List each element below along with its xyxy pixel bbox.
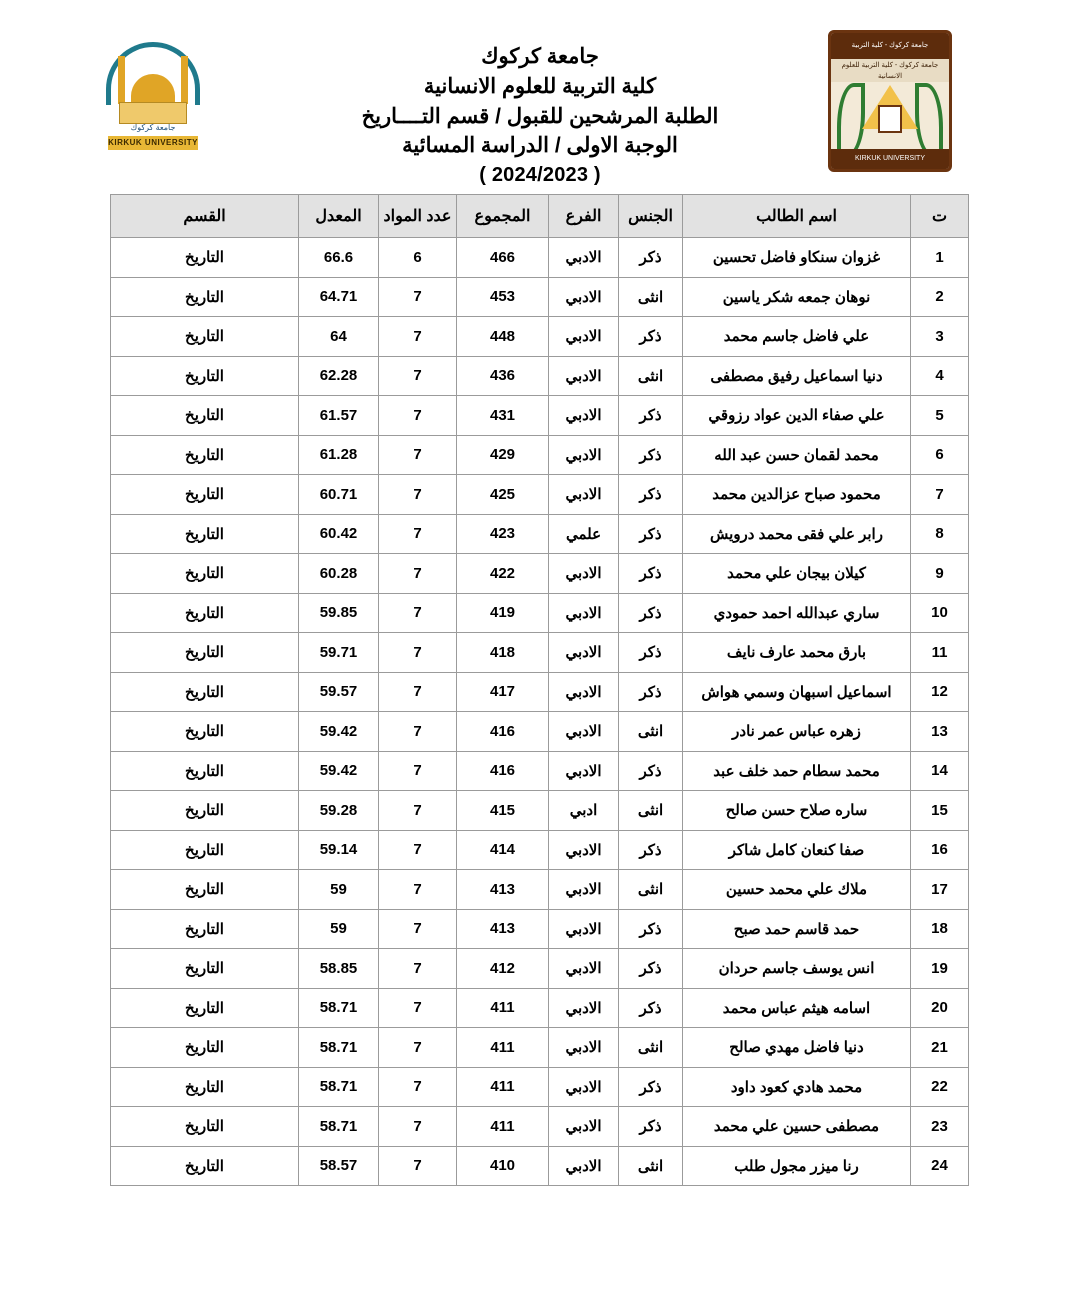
minaret-left-icon xyxy=(118,56,125,104)
cell-index: 1 xyxy=(911,238,969,278)
table-row xyxy=(111,554,969,594)
cell-total: 415 xyxy=(457,791,549,831)
cell-department: التاريخ xyxy=(111,712,299,752)
list-subtitle: الطلبة المرشحين للقبول / قسم التــــاريخ xyxy=(361,104,719,128)
cell-gender: ذكر xyxy=(619,988,683,1028)
cell-gender: ذكر xyxy=(619,1067,683,1107)
cell-subjects: 7 xyxy=(379,356,457,396)
cell-branch: الادبي xyxy=(549,554,619,594)
cell-index: 16 xyxy=(911,830,969,870)
cell-branch: الادبي xyxy=(549,870,619,910)
cell-total: 414 xyxy=(457,830,549,870)
cell-department: التاريخ xyxy=(111,1146,299,1186)
university-logo-label-en: KIRKUK UNIVERSITY xyxy=(108,136,198,150)
table-row xyxy=(111,791,969,831)
cell-gender: انثى xyxy=(619,277,683,317)
cell-name: محمد سطام حمد خلف عبد xyxy=(683,751,911,791)
minaret-right-icon xyxy=(181,56,188,104)
cell-branch: الادبي xyxy=(549,751,619,791)
cell-index: 24 xyxy=(911,1146,969,1186)
cell-subjects: 7 xyxy=(379,949,457,989)
cell-branch: ادبي xyxy=(549,791,619,831)
cell-total: 425 xyxy=(457,475,549,515)
document-header xyxy=(30,18,1050,186)
cell-branch: الادبي xyxy=(549,435,619,475)
college-name: كلية التربية للعلوم الانسانية xyxy=(423,74,657,98)
table-row xyxy=(111,238,969,278)
cell-index: 15 xyxy=(911,791,969,831)
table-row xyxy=(111,475,969,515)
cell-average: 59.28 xyxy=(299,791,379,831)
column-header-total: المجموع xyxy=(457,195,549,238)
cell-average: 59.71 xyxy=(299,633,379,673)
students-table-wrapper xyxy=(111,194,969,1186)
cell-branch: علمي xyxy=(549,514,619,554)
table-row xyxy=(111,988,969,1028)
cell-gender: انثى xyxy=(619,356,683,396)
column-header-gender: الجنس xyxy=(619,195,683,238)
cell-subjects: 7 xyxy=(379,672,457,712)
cell-subjects: 7 xyxy=(379,633,457,673)
cell-subjects: 7 xyxy=(379,1067,457,1107)
cell-average: 62.28 xyxy=(299,356,379,396)
cell-index: 21 xyxy=(911,1028,969,1068)
university-logo-graphic xyxy=(98,40,208,160)
cell-branch: الادبي xyxy=(549,1067,619,1107)
cell-average: 59.85 xyxy=(299,593,379,633)
cell-subjects: 7 xyxy=(379,909,457,949)
cell-gender: ذكر xyxy=(619,1107,683,1147)
cell-index: 8 xyxy=(911,514,969,554)
cell-total: 418 xyxy=(457,633,549,673)
cell-total: 423 xyxy=(457,514,549,554)
table-body xyxy=(111,238,969,1186)
cell-subjects: 7 xyxy=(379,554,457,594)
cell-average: 59.42 xyxy=(299,751,379,791)
cell-average: 60.42 xyxy=(299,514,379,554)
cell-total: 411 xyxy=(457,1028,549,1068)
cell-department: التاريخ xyxy=(111,238,299,278)
cell-branch: الادبي xyxy=(549,317,619,357)
cell-gender: انثى xyxy=(619,791,683,831)
cell-index: 6 xyxy=(911,435,969,475)
cell-name: صفا كنعان كامل شاكر xyxy=(683,830,911,870)
cell-total: 422 xyxy=(457,554,549,594)
cell-average: 64.71 xyxy=(299,277,379,317)
cell-total: 413 xyxy=(457,909,549,949)
cell-gender: ذكر xyxy=(619,830,683,870)
cell-total: 431 xyxy=(457,396,549,436)
cell-index: 9 xyxy=(911,554,969,594)
cell-name: رنا ميزر مجول طلب xyxy=(683,1146,911,1186)
cell-average: 66.6 xyxy=(299,238,379,278)
cell-total: 413 xyxy=(457,870,549,910)
cell-branch: الادبي xyxy=(549,1028,619,1068)
students-table xyxy=(110,194,969,1186)
table-row xyxy=(111,909,969,949)
cell-branch: الادبي xyxy=(549,712,619,752)
cell-average: 59.57 xyxy=(299,672,379,712)
cell-total: 411 xyxy=(457,1067,549,1107)
cell-index: 13 xyxy=(911,712,969,752)
cell-department: التاريخ xyxy=(111,830,299,870)
cell-branch: الادبي xyxy=(549,988,619,1028)
cell-department: التاريخ xyxy=(111,672,299,712)
cell-total: 411 xyxy=(457,988,549,1028)
table-row xyxy=(111,949,969,989)
cell-name: رابر علي فقى محمد درويش xyxy=(683,514,911,554)
cell-average: 61.57 xyxy=(299,396,379,436)
cell-average: 58.85 xyxy=(299,949,379,989)
emblem-mid-text: جامعة كركوك - كلية التربية للعلوم الانسانية xyxy=(831,59,949,82)
cell-department: التاريخ xyxy=(111,633,299,673)
cell-branch: الادبي xyxy=(549,672,619,712)
cell-subjects: 7 xyxy=(379,1146,457,1186)
cell-average: 58.71 xyxy=(299,1107,379,1147)
cell-gender: ذكر xyxy=(619,633,683,673)
cell-branch: الادبي xyxy=(549,238,619,278)
cell-gender: انثى xyxy=(619,1146,683,1186)
table-row xyxy=(111,633,969,673)
cell-index: 7 xyxy=(911,475,969,515)
cell-gender: ذكر xyxy=(619,751,683,791)
cell-name: اسامه هيثم عباس محمد xyxy=(683,988,911,1028)
cell-total: 436 xyxy=(457,356,549,396)
cell-gender: ذكر xyxy=(619,909,683,949)
cell-branch: الادبي xyxy=(549,1146,619,1186)
cell-gender: ذكر xyxy=(619,554,683,594)
cell-average: 58.71 xyxy=(299,988,379,1028)
cell-average: 58.57 xyxy=(299,1146,379,1186)
cell-department: التاريخ xyxy=(111,554,299,594)
cell-total: 416 xyxy=(457,751,549,791)
cell-gender: ذكر xyxy=(619,317,683,357)
cell-subjects: 7 xyxy=(379,514,457,554)
cell-average: 59 xyxy=(299,870,379,910)
university-name: جامعة كركوك xyxy=(481,45,599,68)
table-row xyxy=(111,870,969,910)
cell-branch: الادبي xyxy=(549,277,619,317)
cell-name: كيلان بيجان علي محمد xyxy=(683,554,911,594)
cell-index: 5 xyxy=(911,396,969,436)
university-logo xyxy=(98,40,208,160)
cell-total: 453 xyxy=(457,277,549,317)
emblem-bottom-band-text: KIRKUK UNIVERSITY xyxy=(831,149,949,169)
cell-total: 429 xyxy=(457,435,549,475)
cell-average: 59.14 xyxy=(299,830,379,870)
table-row xyxy=(111,672,969,712)
cell-total: 411 xyxy=(457,1107,549,1147)
cell-gender: ذكر xyxy=(619,949,683,989)
cell-branch: الادبي xyxy=(549,356,619,396)
cell-department: التاريخ xyxy=(111,475,299,515)
table-row xyxy=(111,593,969,633)
cell-subjects: 7 xyxy=(379,791,457,831)
table-row xyxy=(111,1067,969,1107)
cell-department: التاريخ xyxy=(111,1107,299,1147)
table-row xyxy=(111,514,969,554)
table-row xyxy=(111,1146,969,1186)
cell-index: 23 xyxy=(911,1107,969,1147)
cell-name: محمد لقمان حسن عبد الله xyxy=(683,435,911,475)
cell-name: محمود صباح عزالدين محمد xyxy=(683,475,911,515)
cell-gender: انثى xyxy=(619,712,683,752)
cell-name: دنيا اسماعيل رفيق مصطفى xyxy=(683,356,911,396)
cell-branch: الادبي xyxy=(549,830,619,870)
cell-name: مصطفى حسين علي محمد xyxy=(683,1107,911,1147)
building-base-icon xyxy=(119,102,187,124)
cell-gender: ذكر xyxy=(619,593,683,633)
cell-average: 64 xyxy=(299,317,379,357)
cell-total: 448 xyxy=(457,317,549,357)
cell-total: 417 xyxy=(457,672,549,712)
table-header-row xyxy=(111,195,969,238)
cell-subjects: 7 xyxy=(379,317,457,357)
cell-index: 11 xyxy=(911,633,969,673)
column-header-index: ت xyxy=(911,195,969,238)
cell-department: التاريخ xyxy=(111,909,299,949)
table-row xyxy=(111,830,969,870)
cell-name: اسماعيل اسبهان وسمي هواش xyxy=(683,672,911,712)
cell-name: حمد قاسم حمد صبح xyxy=(683,909,911,949)
cell-department: التاريخ xyxy=(111,317,299,357)
cell-name: نوهان جمعه شكر ياسين xyxy=(683,277,911,317)
cell-department: التاريخ xyxy=(111,356,299,396)
table-row xyxy=(111,1028,969,1068)
cell-average: 59 xyxy=(299,909,379,949)
cell-total: 466 xyxy=(457,238,549,278)
cell-subjects: 7 xyxy=(379,435,457,475)
cell-department: التاريخ xyxy=(111,593,299,633)
batch-subtitle: الوجبة الاولى / الدراسة المسائية xyxy=(402,134,678,158)
academic-year: ( 2024/2023 ) xyxy=(479,164,601,187)
cell-subjects: 7 xyxy=(379,751,457,791)
table-row xyxy=(111,396,969,436)
cell-name: زهره عباس عمر نادر xyxy=(683,712,911,752)
cell-subjects: 7 xyxy=(379,1028,457,1068)
cell-department: التاريخ xyxy=(111,791,299,831)
cell-department: التاريخ xyxy=(111,514,299,554)
cell-average: 61.28 xyxy=(299,435,379,475)
column-header-subjects: عدد المواد xyxy=(379,195,457,238)
cell-index: 20 xyxy=(911,988,969,1028)
cell-name: ملاك علي محمد حسين xyxy=(683,870,911,910)
table-row xyxy=(111,317,969,357)
cell-average: 59.42 xyxy=(299,712,379,752)
cell-gender: ذكر xyxy=(619,672,683,712)
cell-branch: الادبي xyxy=(549,949,619,989)
cell-index: 14 xyxy=(911,751,969,791)
cell-index: 3 xyxy=(911,317,969,357)
cell-branch: الادبي xyxy=(549,396,619,436)
cell-department: التاريخ xyxy=(111,988,299,1028)
cell-gender: ذكر xyxy=(619,514,683,554)
cell-gender: ذكر xyxy=(619,238,683,278)
cell-branch: الادبي xyxy=(549,909,619,949)
cell-index: 2 xyxy=(911,277,969,317)
cell-name: بارق محمد عارف نايف xyxy=(683,633,911,673)
cell-index: 18 xyxy=(911,909,969,949)
table-row xyxy=(111,751,969,791)
cell-average: 58.71 xyxy=(299,1028,379,1068)
cell-name: غزوان سنكاو فاضل تحسين xyxy=(683,238,911,278)
cell-name: ساره صلاح حسن صالح xyxy=(683,791,911,831)
cell-name: علي صفاء الدين عواد رزوقي xyxy=(683,396,911,436)
cell-index: 12 xyxy=(911,672,969,712)
cell-department: التاريخ xyxy=(111,396,299,436)
table-row xyxy=(111,1107,969,1147)
cell-gender: انثى xyxy=(619,870,683,910)
cell-subjects: 6 xyxy=(379,238,457,278)
cell-branch: الادبي xyxy=(549,475,619,515)
table-row xyxy=(111,435,969,475)
cell-department: التاريخ xyxy=(111,751,299,791)
cell-subjects: 7 xyxy=(379,870,457,910)
cell-total: 410 xyxy=(457,1146,549,1186)
cell-subjects: 7 xyxy=(379,988,457,1028)
cell-name: ساري عبدالله احمد حمودي xyxy=(683,593,911,633)
column-header-department: القسم xyxy=(111,195,299,238)
cell-gender: انثى xyxy=(619,1028,683,1068)
cell-subjects: 7 xyxy=(379,277,457,317)
cell-branch: الادبي xyxy=(549,593,619,633)
cell-name: انس يوسف جاسم حردان xyxy=(683,949,911,989)
cell-subjects: 7 xyxy=(379,830,457,870)
cell-index: 17 xyxy=(911,870,969,910)
cell-name: محمد هادي كعود داود xyxy=(683,1067,911,1107)
column-header-branch: الفرع xyxy=(549,195,619,238)
cell-average: 58.71 xyxy=(299,1067,379,1107)
table-row xyxy=(111,356,969,396)
emblem-top-band-text: جامعة كركوك - كلية التربية xyxy=(831,33,949,59)
cell-subjects: 7 xyxy=(379,712,457,752)
column-header-name: اسم الطالب xyxy=(683,195,911,238)
university-logo-label-ar: جامعة كركوك xyxy=(130,123,176,132)
cell-subjects: 7 xyxy=(379,396,457,436)
cell-subjects: 7 xyxy=(379,1107,457,1147)
cell-index: 22 xyxy=(911,1067,969,1107)
cell-total: 416 xyxy=(457,712,549,752)
cell-total: 412 xyxy=(457,949,549,989)
cell-average: 60.71 xyxy=(299,475,379,515)
cell-branch: الادبي xyxy=(549,633,619,673)
cell-department: التاريخ xyxy=(111,277,299,317)
cell-index: 10 xyxy=(911,593,969,633)
table-row xyxy=(111,712,969,752)
cell-name: علي فاضل جاسم محمد xyxy=(683,317,911,357)
cell-department: التاريخ xyxy=(111,1067,299,1107)
cell-total: 419 xyxy=(457,593,549,633)
cell-gender: ذكر xyxy=(619,396,683,436)
table-row xyxy=(111,277,969,317)
cell-index: 19 xyxy=(911,949,969,989)
cell-department: التاريخ xyxy=(111,1028,299,1068)
cell-department: التاريخ xyxy=(111,435,299,475)
cell-subjects: 7 xyxy=(379,593,457,633)
cell-average: 60.28 xyxy=(299,554,379,594)
cell-gender: ذكر xyxy=(619,435,683,475)
cell-index: 4 xyxy=(911,356,969,396)
cell-subjects: 7 xyxy=(379,475,457,515)
column-header-average: المعدل xyxy=(299,195,379,238)
cell-department: التاريخ xyxy=(111,870,299,910)
cell-name: دنيا فاضل مهدي صالح xyxy=(683,1028,911,1068)
cell-gender: ذكر xyxy=(619,475,683,515)
cell-department: التاريخ xyxy=(111,949,299,989)
cell-branch: الادبي xyxy=(549,1107,619,1147)
